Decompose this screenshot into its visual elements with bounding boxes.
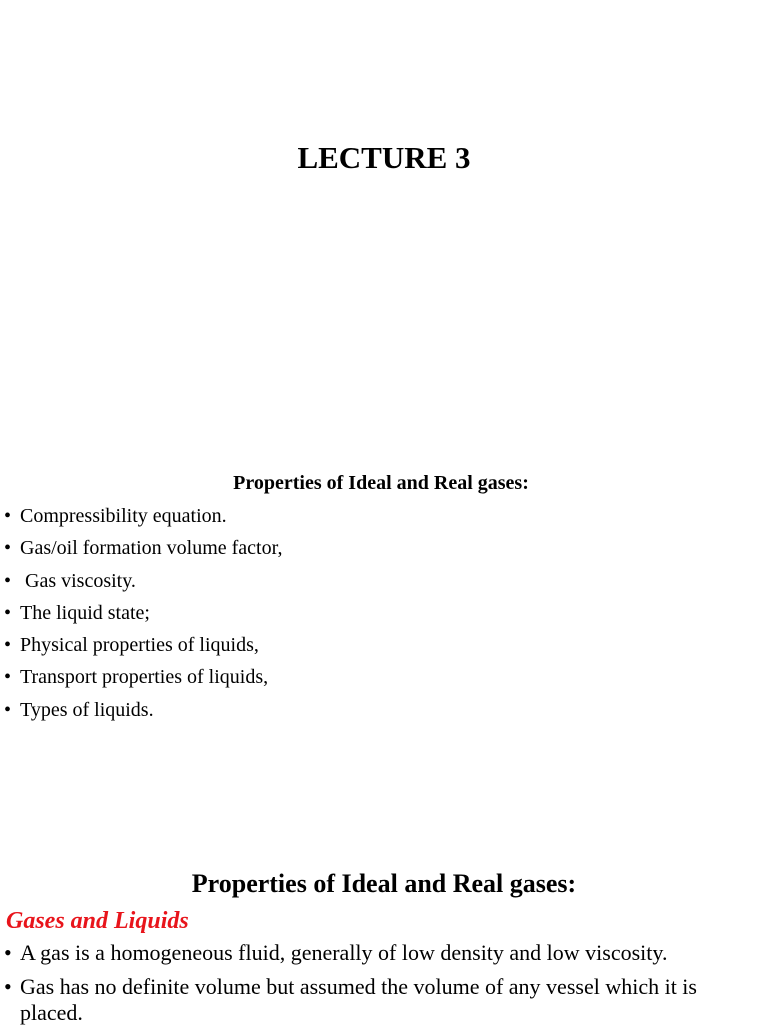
bullet-icon: • bbox=[4, 974, 12, 999]
list-item-text: A gas is a homogeneous fluid, generally of low density and low viscosity. bbox=[20, 940, 668, 965]
bullet-icon: • bbox=[4, 666, 12, 689]
slide2-heading: Properties of Ideal and Real gases: bbox=[191, 869, 577, 898]
list-item-text: Gas has no definite volume but assumed the volume of any vessel which it is placed. bbox=[20, 974, 697, 1025]
bullet-icon: • bbox=[4, 505, 12, 527]
section-subheading: Gases and Liquids bbox=[6, 908, 189, 934]
list-item bbox=[0, 940, 768, 966]
list-item bbox=[0, 565, 282, 597]
bullet-icon: • bbox=[4, 940, 12, 965]
bullet-icon: • bbox=[4, 569, 12, 592]
outline-list bbox=[0, 500, 282, 726]
list-item-text: Compressibility equation. bbox=[20, 505, 227, 527]
list-item bbox=[0, 694, 282, 726]
list-item-text: Transport properties of liquids, bbox=[20, 666, 269, 689]
list-item bbox=[0, 661, 282, 693]
list-item bbox=[0, 500, 282, 532]
outline-heading: Properties of Ideal and Real gases: bbox=[233, 472, 529, 494]
lecture-title: LECTURE 3 bbox=[297, 140, 471, 175]
list-item bbox=[0, 532, 282, 564]
bullet-icon: • bbox=[4, 698, 12, 721]
bullet-icon: • bbox=[4, 634, 12, 657]
list-item-text: Types of liquids. bbox=[20, 698, 154, 721]
list-item-text: Gas/oil formation volume factor, bbox=[20, 537, 283, 560]
list-item-text: Physical properties of liquids, bbox=[20, 634, 259, 657]
bullet-icon: • bbox=[4, 601, 12, 624]
list-item-text: The liquid state; bbox=[20, 601, 150, 624]
list-item-text: Gas viscosity. bbox=[20, 569, 136, 592]
list-item bbox=[0, 597, 282, 629]
list-item bbox=[0, 629, 282, 661]
gases-list bbox=[0, 940, 768, 1034]
list-item bbox=[0, 974, 768, 1026]
bullet-icon: • bbox=[4, 537, 12, 560]
